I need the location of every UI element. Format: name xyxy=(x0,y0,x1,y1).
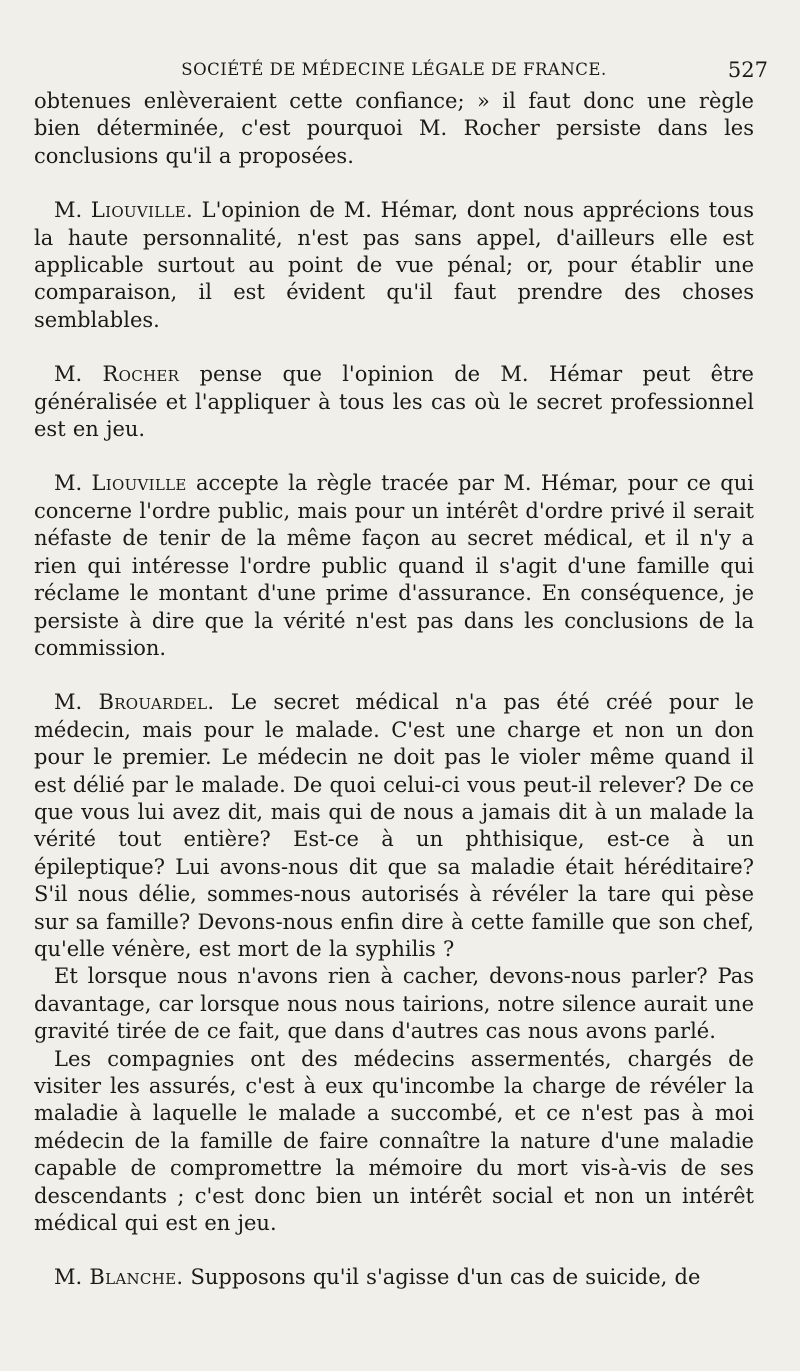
paragraph-text: L'opinion de M. Hémar, dont nous apprécions tous la haute personnalité, n'est pas sans appel, d'ailleurs elle est applicable surtout au point de vue pénal; or, pour établir une comparaison, il est évident qu'il faut prendre des choses semblables. xyxy=(34,198,754,332)
paragraph-gap xyxy=(34,443,754,470)
paragraph-text: obtenues enlèveraient cette confiance; » il faut donc une règle bien déterminée, c'est pourquoi M. Rocher persiste dans les conclusions qu'il a proposées. xyxy=(34,89,754,168)
paragraph-text: Supposons qu'il s'agisse d'un cas de suicide, de xyxy=(190,1265,701,1290)
page-number: 527 xyxy=(727,58,768,82)
speaker-title: M. xyxy=(54,1265,83,1290)
speaker-name: Brouardel. xyxy=(98,690,215,715)
speaker-name: Rocher xyxy=(102,362,180,387)
paragraph-text: accepte la règle tracée par M. Hémar, pour ce qui concerne l'ordre public, mais pour un intérêt d'ordre privé il serait néfaste de tenir de la même façon au secret médical, et il n'y a rien qui intéresse l'ordre public quand il s'agit d'une famille qui réclame le montant d'une prime d'assurance. En conséquence, je persiste à dire que la vérité n'est pas dans les conclusions de la commission. xyxy=(34,471,754,660)
paragraph-brouardel-cont-2 xyxy=(34,1046,754,1238)
paragraph-gap xyxy=(34,334,754,361)
document-page xyxy=(34,52,768,1352)
speaker-name: Liouville xyxy=(91,471,187,496)
paragraph-text: Le secret médical n'a pas été créé pour le médecin, mais pour le malade. C'est une charge et non un don pour le premier. Le médecin ne doit pas le violer même quand il est délié par le malade. De quoi celui-ci vous peut-il relever? De ce que vous lui avez dit, mais qui de nous a jamais dit à un malade la vérité tout entière? Est-ce à un phthisique, est-ce à un épileptique? Lui avons-nous dit que sa maladie était héréditaire? S'il nous délie, sommes-nous autorisés à révéler la tare qui pèse sur sa famille? Devons-nous enfin dire à cette famille que son chef, qu'elle vénère, est mort de la syphilis ? xyxy=(34,690,754,961)
paragraph-liouville-1 xyxy=(34,197,754,334)
speaker-title: M. xyxy=(54,362,83,387)
speaker-name: Liouville. xyxy=(90,198,193,223)
running-header xyxy=(34,52,768,88)
paragraph-gap xyxy=(34,662,754,689)
paragraph-gap xyxy=(34,1237,754,1264)
paragraph-text: Et lorsque nous n'avons rien à cacher, devons-nous parler? Pas davantage, car lorsque nous nous tairions, notre silence aurait une gravité tirée de ce fait, que dans d'autres cas nous avons parlé. xyxy=(34,964,754,1044)
speaker-name: Blanche. xyxy=(89,1265,184,1290)
running-title: SOCIÉTÉ DE MÉDECINE LÉGALE DE FRANCE. xyxy=(181,60,607,79)
paragraph-gap xyxy=(34,170,754,197)
paragraph-blanche xyxy=(34,1264,754,1291)
paragraph-text: Les compagnies ont des médecins assermentés, chargés de visiter les assurés, c'est à eux qu'incombe la charge de révéler la maladie à laquelle le malade a succombé, et ce n'est pas à moi médecin de la famille de faire connaître la nature d'une maladie capable de compromettre la mémoire du mort vis-à-vis de ses descendants ; c'est donc bien un intérêt social et non un intérêt médical qui est en jeu. xyxy=(34,1046,754,1236)
paragraph-rocher xyxy=(34,361,754,443)
paragraph-brouardel xyxy=(34,689,754,963)
speaker-title: M. xyxy=(54,690,83,715)
paragraph-continuation xyxy=(34,88,754,170)
speaker-title: M. xyxy=(54,471,83,496)
paragraph-text: pense que l'opinion de M. Hémar peut être généralisée et l'appliquer à tous les cas où le secret professionnel est en jeu. xyxy=(34,362,754,442)
speaker-title: M. xyxy=(54,198,83,223)
paragraph-liouville-2 xyxy=(34,470,754,662)
paragraph-brouardel-cont-1 xyxy=(34,963,754,1045)
